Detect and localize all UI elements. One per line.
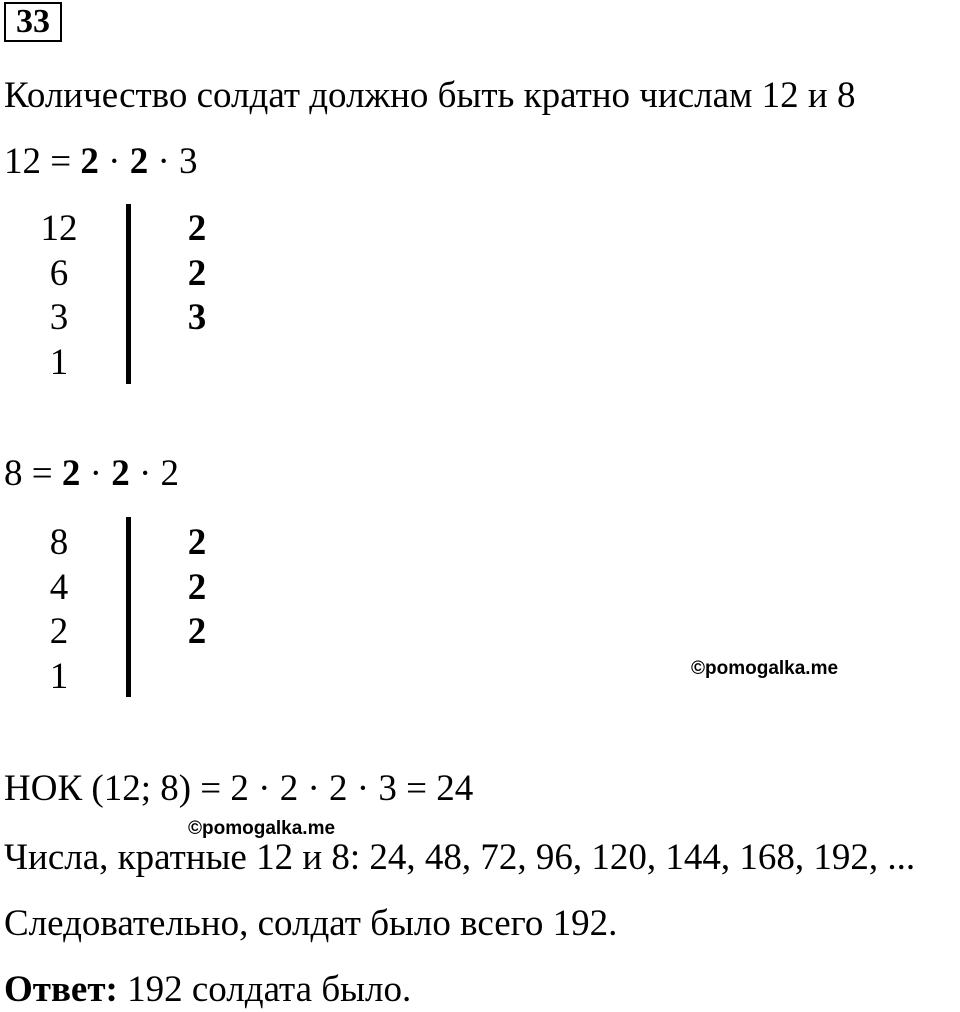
- table-cell: 2: [187, 566, 207, 608]
- factor: 2: [129, 141, 149, 182]
- factor: 2: [160, 453, 180, 494]
- factor: 2: [61, 453, 81, 494]
- lcm-line: НОК (12; 8) = 2 · 2 · 2 · 3 = 24: [4, 768, 474, 809]
- answer-label: Ответ:: [4, 969, 118, 1010]
- multiples-line: Числа, кратные 12 и 8: 24, 48, 72, 96, 120, 144, 168, 192, ...: [4, 837, 916, 878]
- watermark: ©pomogalka.me: [188, 818, 336, 839]
- factor: 2: [80, 141, 99, 182]
- table-cell: 1: [49, 342, 69, 384]
- table-cell: 12: [40, 208, 78, 249]
- table-cell: 4: [49, 566, 69, 608]
- table-cell: 2: [49, 611, 69, 653]
- table-cell: 6: [49, 252, 69, 294]
- dot: ·: [98, 141, 130, 182]
- problem-number: 33: [4, 2, 62, 42]
- table-cell: 2: [187, 252, 207, 294]
- factor: 3: [179, 141, 198, 182]
- divider-line: [126, 204, 131, 384]
- dot: ·: [129, 453, 161, 494]
- table-cell: 2: [187, 611, 207, 653]
- dot: ·: [80, 453, 112, 494]
- conclusion-text: Следовательно, солдат было всего 192.: [4, 903, 618, 944]
- factor-table-8-right: [167, 521, 227, 655]
- answer-text: 192 солдата было.: [117, 969, 412, 1010]
- factor-table-12-right: [167, 207, 227, 341]
- factor: 2: [111, 453, 130, 494]
- answer-line: [4, 968, 411, 1012]
- factor-table-8-left: [29, 521, 89, 700]
- table-cell: 1: [49, 656, 69, 698]
- eq-lhs: 12 =: [4, 141, 81, 182]
- table-cell: 3: [187, 297, 207, 339]
- table-cell: 2: [187, 522, 207, 563]
- dot: ·: [148, 141, 180, 182]
- table-cell: 8: [49, 522, 69, 563]
- factorization-8-equation: [4, 452, 179, 496]
- table-cell: 2: [187, 208, 207, 249]
- divider-line: [126, 517, 131, 697]
- watermark: ©pomogalka.me: [691, 658, 839, 679]
- intro-text: Количество солдат должно быть кратно числам 12 и 8: [4, 75, 856, 116]
- factor-table-12-left: [29, 207, 89, 386]
- factorization-12-equation: [4, 140, 198, 184]
- eq-lhs: 8 =: [4, 453, 62, 494]
- table-cell: 3: [49, 297, 69, 339]
